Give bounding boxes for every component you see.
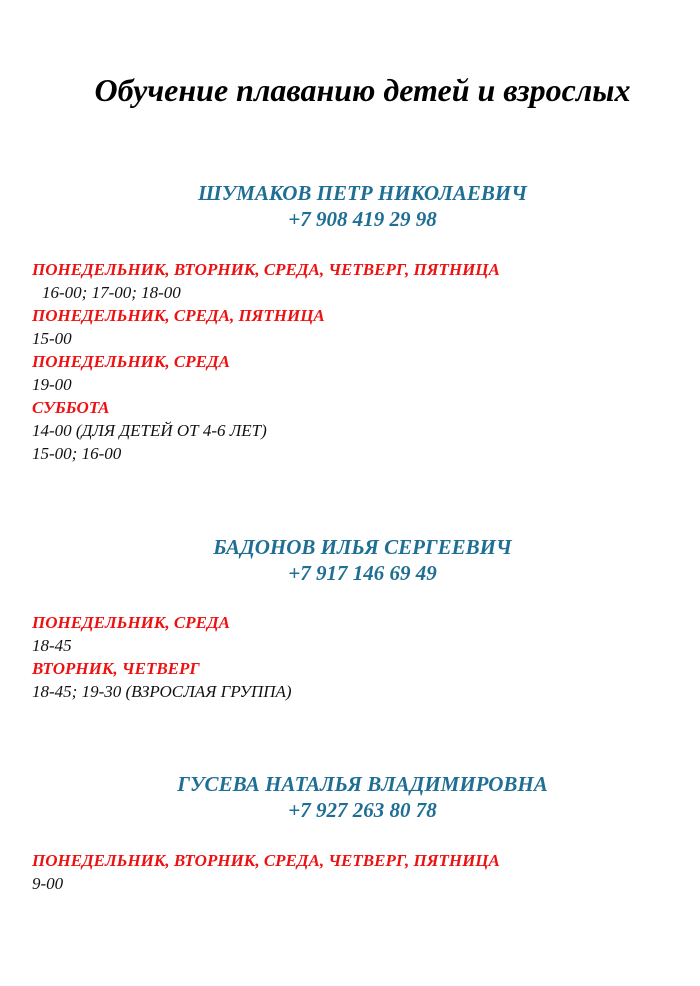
schedule-time: 18-45; 19-30 (ВЗРОСЛАЯ ГРУППА) bbox=[32, 682, 292, 701]
instructor-name: БАДОНОВ ИЛЬЯ СЕРГЕЕВИЧ bbox=[213, 535, 512, 559]
instructor-phone: +7 927 263 80 78 bbox=[288, 798, 437, 822]
instructor-header bbox=[0, 180, 700, 232]
schedule-time: 19-00 bbox=[32, 375, 72, 394]
schedule-block bbox=[32, 258, 682, 465]
instructor-phone: +7 917 146 69 49 bbox=[288, 561, 437, 585]
instructor-name: ГУСЕВА НАТАЛЬЯ ВЛАДИМИРОВНА bbox=[177, 772, 548, 796]
instructor-header bbox=[0, 771, 700, 823]
schedule-time: 16-00; 17-00; 18-00 bbox=[42, 283, 181, 302]
schedule-time: 15-00; 16-00 bbox=[32, 444, 122, 463]
schedule-days: ПОНЕДЕЛЬНИК, СРЕДА, ПЯТНИЦА bbox=[32, 306, 325, 325]
schedule-time: 9-00 bbox=[32, 874, 64, 893]
schedule-days: СУББОТА bbox=[32, 398, 110, 417]
page-title: Обучение плаванию детей и взрослых bbox=[94, 72, 631, 108]
schedule-time: 18-45 bbox=[32, 636, 72, 655]
instructor-header bbox=[0, 534, 700, 586]
schedule-days: ВТОРНИК, ЧЕТВЕРГ bbox=[32, 659, 200, 678]
instructor-name: ШУМАКОВ ПЕТР НИКОЛАЕВИЧ bbox=[198, 181, 527, 205]
schedule-days: ПОНЕДЕЛЬНИК, СРЕДА bbox=[32, 613, 230, 632]
schedule-time: 15-00 bbox=[32, 329, 72, 348]
schedule-block bbox=[32, 611, 682, 703]
schedule-time: 14-00 (ДЛЯ ДЕТЕЙ ОТ 4-6 ЛЕТ) bbox=[32, 421, 267, 440]
schedule-days: ПОНЕДЕЛЬНИК, СРЕДА bbox=[32, 352, 230, 371]
schedule-days: ПОНЕДЕЛЬНИК, ВТОРНИК, СРЕДА, ЧЕТВЕРГ, ПЯТНИЦА bbox=[32, 851, 500, 870]
schedule-block bbox=[32, 849, 682, 895]
schedule-days: ПОНЕДЕЛЬНИК, ВТОРНИК, СРЕДА, ЧЕТВЕРГ, ПЯТНИЦА bbox=[32, 260, 500, 279]
instructor-phone: +7 908 419 29 98 bbox=[288, 207, 437, 231]
